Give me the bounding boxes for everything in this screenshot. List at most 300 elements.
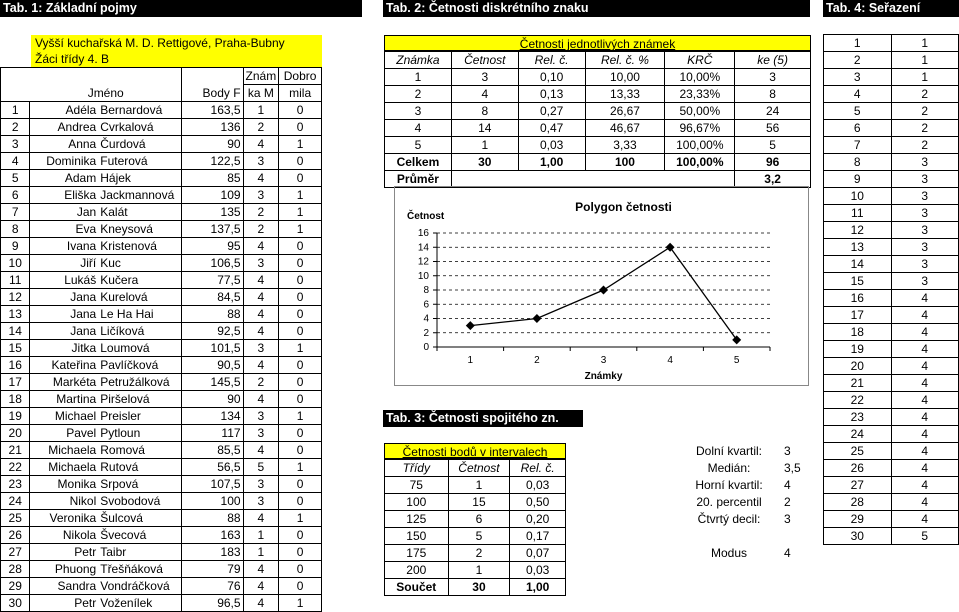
table-row: [385, 69, 811, 86]
order: 6: [824, 120, 892, 137]
grade: 4: [891, 392, 958, 409]
volunteer: 0: [279, 493, 322, 510]
table-row: [1, 289, 322, 306]
cell: 13,33: [585, 86, 665, 103]
volunteer: 0: [279, 153, 322, 170]
order: 4: [824, 86, 892, 103]
table-row: [1, 493, 322, 510]
cell: 0,20: [510, 511, 566, 528]
volunteer: 0: [279, 476, 322, 493]
last-name: Futerová: [98, 153, 182, 170]
total-row: [385, 154, 811, 171]
grade: 4: [243, 578, 279, 595]
table-row: [824, 426, 959, 443]
first-name: Petr: [30, 595, 98, 612]
points: 92,5: [182, 323, 243, 340]
last-name: Preisler: [98, 408, 182, 425]
y-axis-label: Četnost: [407, 211, 445, 222]
order: 13: [824, 239, 892, 256]
points: 106,5: [182, 255, 243, 272]
x-axis-label: Známky: [584, 371, 623, 382]
stat-label: Medián:: [707, 461, 751, 476]
points: 77,5: [182, 272, 243, 289]
col-header-dob-2: mila: [279, 85, 322, 102]
cell: 0,17: [510, 528, 566, 545]
first-name: Petr: [30, 544, 98, 561]
volunteer: 0: [279, 391, 322, 408]
points: 88: [182, 510, 243, 527]
grade: 5: [243, 459, 279, 476]
points: 90,5: [182, 357, 243, 374]
x-tick-label: 4: [667, 355, 673, 366]
stat-value: 3: [784, 512, 791, 526]
last-name: Kurelová: [98, 289, 182, 306]
average-row: [385, 171, 811, 188]
table-row: [824, 375, 959, 392]
cell: 1: [451, 137, 518, 154]
table-row: [824, 222, 959, 239]
grade: 4: [891, 324, 958, 341]
order: 10: [824, 188, 892, 205]
cell: 4: [385, 120, 452, 137]
table-row: [385, 511, 566, 528]
last-name: Le Ha Hai: [98, 306, 182, 323]
data-point: [599, 286, 608, 295]
total-cell: 30: [448, 579, 510, 596]
table-row: [824, 256, 959, 273]
table-row: [1, 510, 322, 527]
points: 101,5: [182, 340, 243, 357]
first-name: Jana: [30, 323, 98, 340]
first-name: Monika: [30, 476, 98, 493]
first-name: Nikola: [30, 527, 98, 544]
table-row: [1, 221, 322, 238]
table-row: [1, 119, 322, 136]
table-row: [824, 171, 959, 188]
row-number: 15: [1, 340, 30, 357]
last-name: Bernardová: [98, 102, 182, 119]
first-name: Jana: [30, 306, 98, 323]
row-number: 27: [1, 544, 30, 561]
points: 90: [182, 391, 243, 408]
first-name: Adéla: [30, 102, 98, 119]
order: 21: [824, 375, 892, 392]
table-row: [385, 477, 566, 494]
cell: 5: [385, 137, 452, 154]
grade: 2: [243, 204, 279, 221]
last-name: Taibr: [98, 544, 182, 561]
volunteer: 1: [279, 459, 322, 476]
volunteer: 1: [279, 204, 322, 221]
y-tick-label: 6: [423, 299, 429, 311]
points: 109: [182, 187, 243, 204]
order: 7: [824, 137, 892, 154]
first-name: Jiří: [30, 255, 98, 272]
row-number: 26: [1, 527, 30, 544]
first-name: Kateřina: [30, 357, 98, 374]
empty-cell: [451, 171, 734, 188]
volunteer: 0: [279, 561, 322, 578]
last-name: Kalát: [98, 204, 182, 221]
grade: 4: [243, 170, 279, 187]
row-number: 20: [1, 425, 30, 442]
grade: 1: [891, 35, 958, 52]
cell: 15: [448, 494, 510, 511]
grade: 3: [891, 154, 958, 171]
x-tick-label: 3: [600, 355, 607, 366]
cell: 0,03: [518, 137, 585, 154]
points: 135: [182, 204, 243, 221]
order: 17: [824, 307, 892, 324]
points: 145,5: [182, 374, 243, 391]
table-row: [824, 69, 959, 86]
volunteer: 0: [279, 119, 322, 136]
table-row: [824, 460, 959, 477]
points: 85: [182, 170, 243, 187]
grade: 2: [891, 120, 958, 137]
interval-table: [384, 459, 566, 596]
first-name: Veronika: [30, 510, 98, 527]
first-name: Michael: [30, 408, 98, 425]
cell: 10,00: [585, 69, 665, 86]
stat-row: [676, 477, 816, 494]
volunteer: 0: [279, 255, 322, 272]
table-row: [1, 187, 322, 204]
volunteer: 0: [279, 306, 322, 323]
points: 84,5: [182, 289, 243, 306]
first-name: Jitka: [30, 340, 98, 357]
cell: 8: [735, 86, 811, 103]
first-name: Michaela: [30, 459, 98, 476]
stat-row: [676, 544, 816, 561]
order: 1: [824, 35, 892, 52]
cell: 100: [385, 494, 449, 511]
table-row: [385, 103, 811, 120]
cell: 3: [735, 69, 811, 86]
cell: 150: [385, 528, 449, 545]
table-row: [385, 528, 566, 545]
data-point: [532, 314, 541, 323]
x-tick-label: 2: [534, 355, 540, 366]
stat-value: 4: [784, 478, 791, 493]
stat-value: 2: [784, 495, 791, 510]
last-name: Voženílek: [98, 595, 182, 612]
volunteer: 0: [279, 442, 322, 459]
points: 79: [182, 561, 243, 578]
table-row: [1, 544, 322, 561]
cell: 200: [385, 562, 449, 579]
row-number: 3: [1, 136, 30, 153]
first-name: Andrea: [30, 119, 98, 136]
table-row: [1, 153, 322, 170]
grade: 3: [243, 476, 279, 493]
grade: 2: [891, 86, 958, 103]
order: 23: [824, 409, 892, 426]
volunteer: 0: [279, 357, 322, 374]
students-table: [0, 67, 322, 612]
row-number: 17: [1, 374, 30, 391]
row-number: 14: [1, 323, 30, 340]
table-row: [1, 459, 322, 476]
total-label: Součet: [385, 579, 449, 596]
volunteer: 0: [279, 102, 322, 119]
table-row: [1, 357, 322, 374]
table-row: [1, 340, 322, 357]
last-name: Piršelová: [98, 391, 182, 408]
grade: 3: [243, 187, 279, 204]
last-name: Třešňáková: [98, 561, 182, 578]
x-tick-label: 5: [733, 355, 740, 366]
cell: 26,67: [585, 103, 665, 120]
order: 29: [824, 511, 892, 528]
cell: 3,33: [585, 137, 665, 154]
first-name: Adam: [30, 170, 98, 187]
row-number: 23: [1, 476, 30, 493]
last-name: Kuc: [98, 255, 182, 272]
grade: 5: [891, 528, 958, 545]
y-tick-label: 8: [423, 285, 429, 296]
tab2-title: Četnosti jednotlivých známek: [384, 35, 811, 51]
col-header: ke (5): [735, 52, 811, 69]
row-number: 18: [1, 391, 30, 408]
points: 85,5: [182, 442, 243, 459]
points: 163: [182, 527, 243, 544]
tab4-header: Tab. 4: Seřazení: [823, 0, 959, 17]
volunteer: 1: [279, 595, 322, 612]
order: 30: [824, 528, 892, 545]
order: 19: [824, 341, 892, 358]
order: 3: [824, 69, 892, 86]
points: 100: [182, 493, 243, 510]
first-name: Jana: [30, 289, 98, 306]
last-name: Hájek: [98, 170, 182, 187]
stat-value: 4: [784, 545, 791, 560]
table-row: [1, 408, 322, 425]
table-row: [385, 545, 566, 562]
stat-row: [676, 527, 816, 544]
table-row: [385, 120, 811, 137]
table-header-row: [385, 52, 811, 69]
y-tick-label: 12: [417, 256, 429, 268]
school-title: Vyšší kuchařská M. D. Rettigové, Praha-Bubny: [31, 35, 322, 51]
cell: 0,03: [510, 562, 566, 579]
grade: 4: [891, 409, 958, 426]
order: 28: [824, 494, 892, 511]
table-header-row: [385, 460, 566, 477]
points: 134: [182, 408, 243, 425]
volunteer: 0: [279, 289, 322, 306]
points: 136: [182, 119, 243, 136]
stat-label: Modus: [710, 545, 748, 560]
last-name: Pavlíčková: [98, 357, 182, 374]
points: 163,5: [182, 102, 243, 119]
grade: 2: [891, 137, 958, 154]
table-row: [1, 578, 322, 595]
table-row: [824, 273, 959, 290]
order: 2: [824, 52, 892, 69]
grade: 4: [243, 510, 279, 527]
table-row: [1, 102, 322, 119]
stat-value: 3,5: [784, 461, 801, 476]
last-name: Cvrkalová: [98, 119, 182, 136]
volunteer: 1: [279, 136, 322, 153]
cell: 14: [451, 120, 518, 137]
cell: 0,50: [510, 494, 566, 511]
row-number: 1: [1, 102, 30, 119]
grade: 3: [891, 188, 958, 205]
grade: 4: [891, 426, 958, 443]
points: 88: [182, 306, 243, 323]
table-row: [1, 136, 322, 153]
first-name: Markéta: [30, 374, 98, 391]
grade: 4: [243, 595, 279, 612]
grade: 2: [243, 119, 279, 136]
table-row: [824, 358, 959, 375]
grade: 3: [891, 273, 958, 290]
stat-row: [676, 494, 816, 511]
frequency-polygon-chart: [395, 187, 808, 385]
table-row: [824, 205, 959, 222]
stat-row: [676, 443, 816, 460]
cell: 100,00%: [665, 137, 735, 154]
grade: 4: [891, 290, 958, 307]
class-title: Žáci třídy 4. B: [31, 51, 322, 67]
last-name: Ličíková: [98, 323, 182, 340]
stat-label: [676, 527, 782, 544]
table-row: [824, 52, 959, 69]
grade: 4: [243, 238, 279, 255]
table-row: [1, 204, 322, 221]
cell: 0,07: [510, 545, 566, 562]
grade: 3: [891, 171, 958, 188]
volunteer: 1: [279, 510, 322, 527]
first-name: Eliška: [30, 187, 98, 204]
row-number: 4: [1, 153, 30, 170]
cell: 0,47: [518, 120, 585, 137]
y-tick-label: 16: [417, 228, 429, 239]
cell: 50,00%: [665, 103, 735, 120]
grade: 4: [243, 136, 279, 153]
order: 25: [824, 443, 892, 460]
last-name: Petružálková: [98, 374, 182, 391]
first-name: Ivana: [30, 238, 98, 255]
cell: 0,27: [518, 103, 585, 120]
first-name: Jan: [30, 204, 98, 221]
last-name: Loumová: [98, 340, 182, 357]
col-header: Rel. č.: [510, 460, 566, 477]
last-name: Svobodová: [98, 493, 182, 510]
stat-row: [676, 460, 816, 477]
points: 76: [182, 578, 243, 595]
table-row: [1, 255, 322, 272]
grade: 4: [891, 307, 958, 324]
first-name: Martina: [30, 391, 98, 408]
first-name: Pavel: [30, 425, 98, 442]
table-row: [824, 494, 959, 511]
row-number: 12: [1, 289, 30, 306]
row-number: 10: [1, 255, 30, 272]
table-row: [824, 324, 959, 341]
row-number: 8: [1, 221, 30, 238]
row-number: 16: [1, 357, 30, 374]
points: 96,5: [182, 595, 243, 612]
first-name: Phuong: [30, 561, 98, 578]
grade: 4: [243, 306, 279, 323]
cell: 96,67%: [665, 120, 735, 137]
cell: 24: [735, 103, 811, 120]
grade: 1: [243, 527, 279, 544]
table-row: [1, 238, 322, 255]
total-row: [385, 579, 566, 596]
y-tick-label: 4: [423, 313, 429, 325]
row-number: 13: [1, 306, 30, 323]
points: 56,5: [182, 459, 243, 476]
data-point: [466, 321, 475, 330]
cell: 3: [451, 69, 518, 86]
table-row: [824, 290, 959, 307]
stat-label: Horní kvartil:: [695, 478, 763, 493]
volunteer: 0: [279, 272, 322, 289]
volunteer: 0: [279, 170, 322, 187]
row-number: 25: [1, 510, 30, 527]
total-cell: 100,00%: [665, 154, 735, 171]
grade: 4: [243, 442, 279, 459]
table-row: [1, 170, 322, 187]
col-header: Četnost: [448, 460, 510, 477]
table-row: [824, 35, 959, 52]
table-row: [1, 272, 322, 289]
table-row: [824, 188, 959, 205]
total-cell: 1,00: [518, 154, 585, 171]
cell: 0,13: [518, 86, 585, 103]
last-name: Rutová: [98, 459, 182, 476]
table-row: [824, 511, 959, 528]
order: 15: [824, 273, 892, 290]
last-name: Pytloun: [98, 425, 182, 442]
order: 9: [824, 171, 892, 188]
row-number: 24: [1, 493, 30, 510]
cell: 0,10: [518, 69, 585, 86]
row-number: 29: [1, 578, 30, 595]
grade: 4: [243, 357, 279, 374]
last-name: Jackmannová: [98, 187, 182, 204]
table-row: [1, 425, 322, 442]
row-number: 28: [1, 561, 30, 578]
grade: 1: [243, 102, 279, 119]
table-row: [824, 154, 959, 171]
y-tick-label: 0: [423, 342, 429, 353]
table-row: [824, 409, 959, 426]
volunteer: 0: [279, 544, 322, 561]
volunteer: 1: [279, 340, 322, 357]
table-row: [824, 137, 959, 154]
cell: 5: [735, 137, 811, 154]
row-number: 19: [1, 408, 30, 425]
last-name: Srpová: [98, 476, 182, 493]
cell: 1: [448, 477, 510, 494]
volunteer: 0: [279, 323, 322, 340]
table-row: [385, 86, 811, 103]
cell: 2: [385, 86, 452, 103]
order: 12: [824, 222, 892, 239]
grade: 4: [891, 358, 958, 375]
col-header: Známka: [385, 52, 452, 69]
volunteer: 0: [279, 238, 322, 255]
volunteer: 0: [279, 527, 322, 544]
grade: 4: [891, 460, 958, 477]
col-header: Četnost: [451, 52, 518, 69]
table-row: [824, 120, 959, 137]
